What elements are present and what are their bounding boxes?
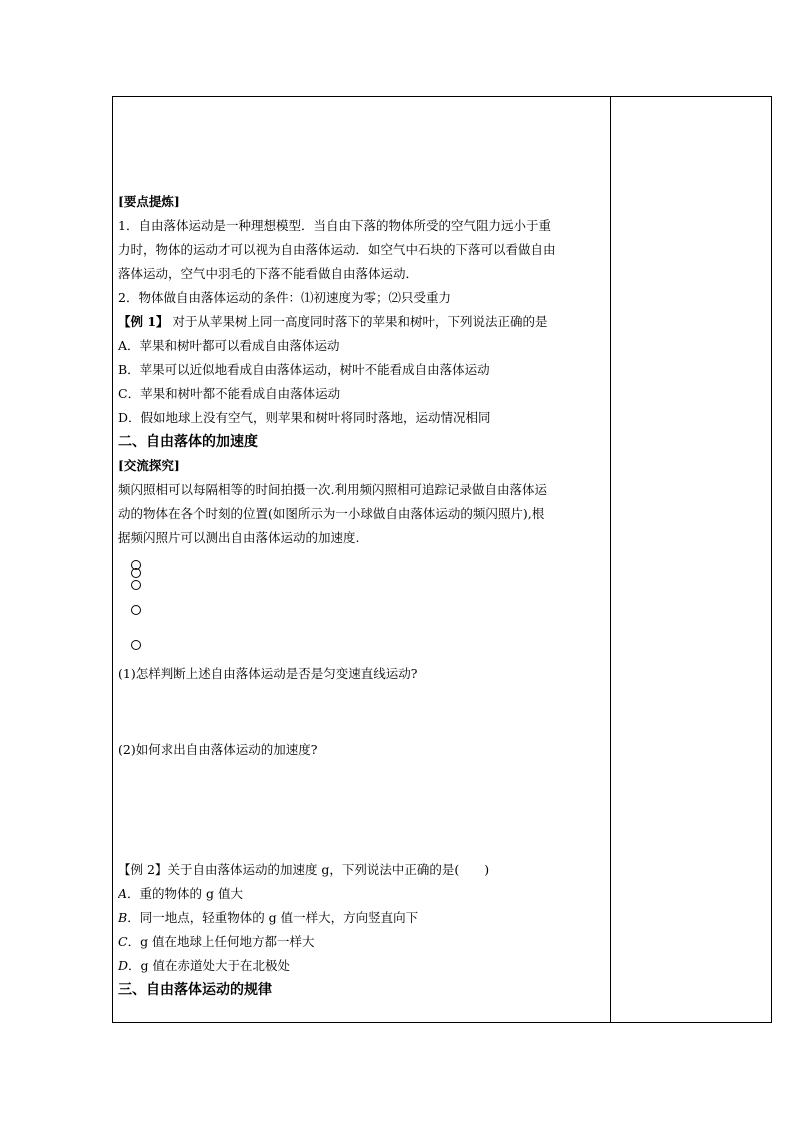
lesson-content [118,190,606,1002]
answer-space-2 [118,762,606,858]
table-column-divider [610,96,611,1023]
example-1-option-a: A．苹果和树叶都可以看成自由落体运动 [118,338,340,353]
question-1: (1)怎样判断上述自由落体运动是否是匀变速直线运动? [118,666,418,681]
example-1-option-c: C．苹果和树叶都不能看成自由落体运动 [118,386,341,401]
flash-ball-2 [131,568,141,578]
flash-ball-3 [131,580,141,590]
example-1-question [118,310,606,334]
explore-line-1: 频闪照相可以每隔相等的时间拍摄一次.利用频闪照相可追踪记录做自由落体运 [118,482,547,497]
section-2-title: 二、自由落体的加速度 [118,434,258,450]
explore-header: [交流探究] [118,458,180,473]
example-2-option-c: C．g 值在地球上任何地方都一样大 [118,934,315,949]
example-2-text: 关于自由落体运动的加速度 g，下列说法中正确的是( ) [167,862,490,877]
key-point-1-line-3: 落体运动，空气中羽毛的下落不能看做自由落体运动． [118,266,419,281]
key-point-1-line-2: 力时，物体的运动才可以视为自由落体运动．如空气中石块的下落可以看做自由 [118,242,556,257]
section-3-title: 三、自由落体运动的规律 [118,982,272,998]
example-1-option-d: D．假如地球上没有空气，则苹果和树叶将同时落地，运动情况相同 [118,410,491,425]
question-2: (2)如何求出自由落体运动的加速度? [118,742,318,757]
flash-ball-4 [131,605,141,615]
example-1-option-b: B．苹果可以近似地看成自由落体运动，树叶不能看成自由落体运动 [118,362,490,377]
example-1-text: 对于从苹果树上同一高度同时落下的苹果和树叶，下列说法正确的是 [168,314,548,329]
flash-ball-5 [131,640,141,650]
explore-line-2: 动的物体在各个时刻的位置(如图所示为一小球做自由落体运动的频闪照片),根 [118,506,545,521]
example-1-label: 【例 1】 [118,314,169,329]
example-2-option-b: B．同一地点，轻重物体的 g 值一样大，方向竖直向下 [118,910,419,925]
flash-photo-figure [118,550,606,662]
example-2-option-d: D．g 值在赤道处大于在北极处 [118,958,291,973]
example-2-question [118,858,606,882]
key-point-1-line-1: 1．自由落体运动是一种理想模型．当自由下落的物体所受的空气阻力远小于重 [118,218,551,233]
explore-line-3: 据频闪照片可以测出自由落体运动的加速度. [118,530,360,545]
example-2-label: 【例 2】 [118,862,168,877]
example-2-option-a: A．重的物体的 g 值大 [118,886,243,901]
key-points-header: [要点提炼] [118,194,180,209]
answer-space-1 [118,686,606,738]
key-point-2: 2．物体做自由落体运动的条件：⑴初速度为零；⑵只受重力 [118,290,451,305]
